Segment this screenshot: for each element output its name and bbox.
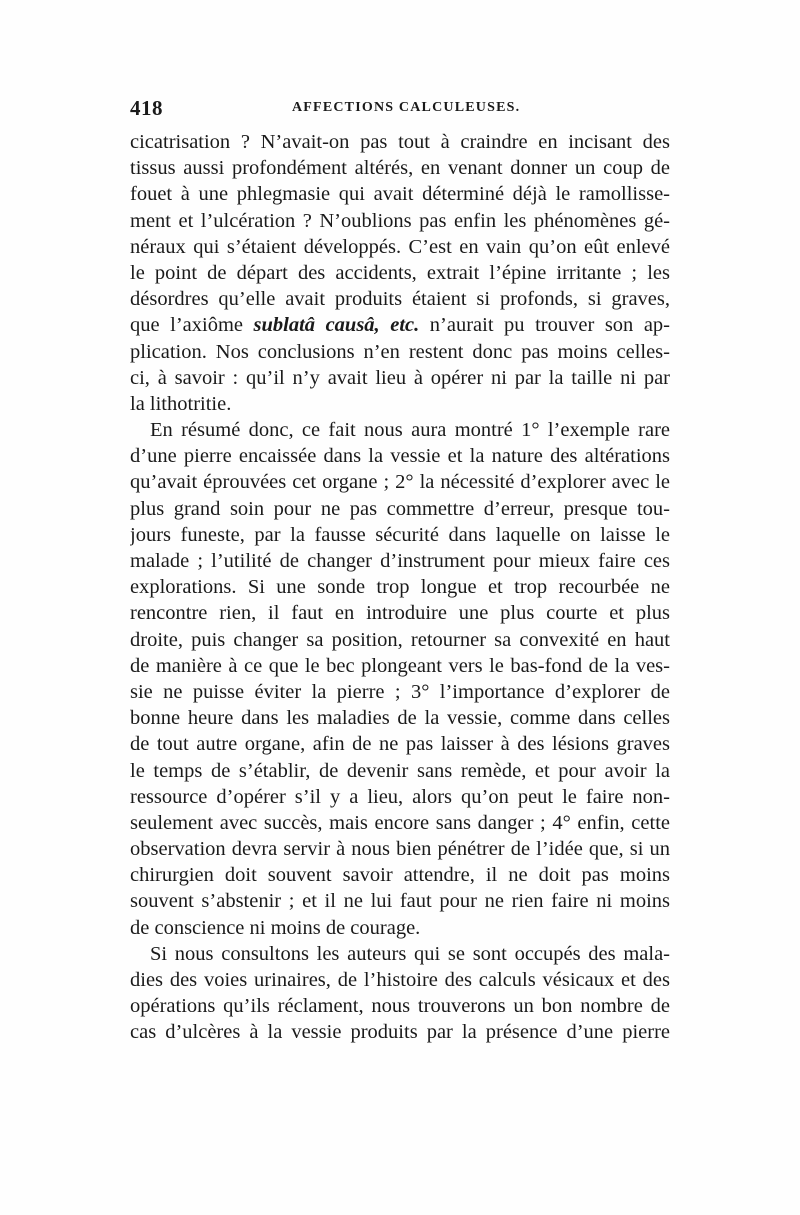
text-line: le temps de s’établir, de devenir sans remède, et pour avoir la [130, 759, 670, 782]
paragraph-start-line: En résumé donc, ce fait nous aura montré 1° l’exemple rare [150, 419, 670, 442]
text-line: d’une pierre encaissée dans la vessie et la nature des altérations [130, 445, 670, 468]
page-number: 418 [130, 96, 163, 120]
text-fragment: que l’axiôme [130, 314, 243, 337]
text-line: bonne heure dans les maladies de la vessie, comme dans celles [130, 707, 670, 730]
text-line: la lithotritie. [130, 392, 232, 415]
text-line: le point de départ des accidents, extrait l’épine irritante ; les [130, 261, 670, 284]
text-line: seulement avec succès, mais encore sans danger ; 4° enfin, cette [130, 811, 670, 834]
text-line: cas d’ulcères à la vessie produits par la présence d’une pierre [130, 1021, 670, 1044]
text-line: désordres qu’elle avait produits étaient si profonds, si graves, [130, 288, 670, 311]
body-text [130, 129, 670, 1046]
text-line: plus grand soin pour ne pas commettre d’erreur, presque tou- [130, 497, 670, 520]
text-line: ci, à savoir : qu’il n’y avait lieu à opérer ni par la taille ni par [130, 366, 670, 389]
text-line: chirurgien doit souvent savoir attendre, il ne doit pas moins [130, 864, 670, 887]
text-line: cicatrisation ? N’avait-on pas tout à craindre en incisant des [130, 131, 670, 153]
text-fragment: n’aurait pu trouver son ap- [429, 314, 670, 337]
text-line: fouet à une phlegmasie qui avait déterminé déjà le ramollisse- [130, 183, 670, 206]
text-line: ment et l’ulcération ? N’oublions pas enfin les phénomènes gé- [130, 209, 670, 232]
text-line-with-italic [130, 312, 670, 338]
text-line: jours funeste, par la fausse sécurité dans laquelle on laisse le [130, 523, 670, 546]
text-line: de tout autre organe, afin de ne pas laisser à des lésions graves [130, 733, 670, 756]
text-line: plication. Nos conclusions n’en restent donc pas moins celles- [130, 340, 670, 363]
text-line: opérations qu’ils réclament, nous trouverons un bon nombre de [130, 995, 670, 1018]
text-line: tissus aussi profondément altérés, en venant donner un coup de [130, 157, 670, 180]
paragraph-start-line: Si nous consultons les auteurs qui se sont occupés des mala- [150, 942, 670, 965]
text-line: explorations. Si une sonde trop longue et trop recourbée ne [130, 576, 670, 599]
text-line: ressource d’opérer s’il y a lieu, alors qu’on peut le faire non- [130, 785, 670, 808]
text-line: observation devra servir à nous bien pénétrer de l’idée que, si un [130, 838, 670, 861]
text-line: qu’avait éprouvées cet organe ; 2° la nécessité d’explorer avec le [130, 471, 670, 494]
page-header [130, 96, 670, 122]
text-line: sie ne puisse éviter la pierre ; 3° l’importance d’explorer de [130, 680, 670, 703]
text-line: de manière à ce que le bec plongeant vers le bas-fond de la ves- [130, 654, 670, 677]
text-line: droite, puis changer sa position, retourner sa convexité en haut [130, 628, 670, 651]
italic-phrase: sublatâ causâ, etc. [253, 314, 420, 337]
running-title: AFFECTIONS CALCULEUSES. [292, 100, 521, 115]
text-line: souvent s’abstenir ; et il ne lui faut pour ne rien faire ni moins [130, 890, 670, 913]
text-line: néraux qui s’étaient développés. C’est en vain qu’on eût enlevé [130, 235, 670, 258]
text-line: malade ; l’utilité de changer d’instrument pour mieux faire ces [130, 550, 670, 572]
text-line: rencontre rien, il faut en introduire une plus courte et plus [130, 602, 670, 625]
text-line: dies des voies urinaires, de l’histoire des calculs vésicaux et des [130, 969, 670, 991]
text-line: de conscience ni moins de courage. [130, 916, 421, 939]
